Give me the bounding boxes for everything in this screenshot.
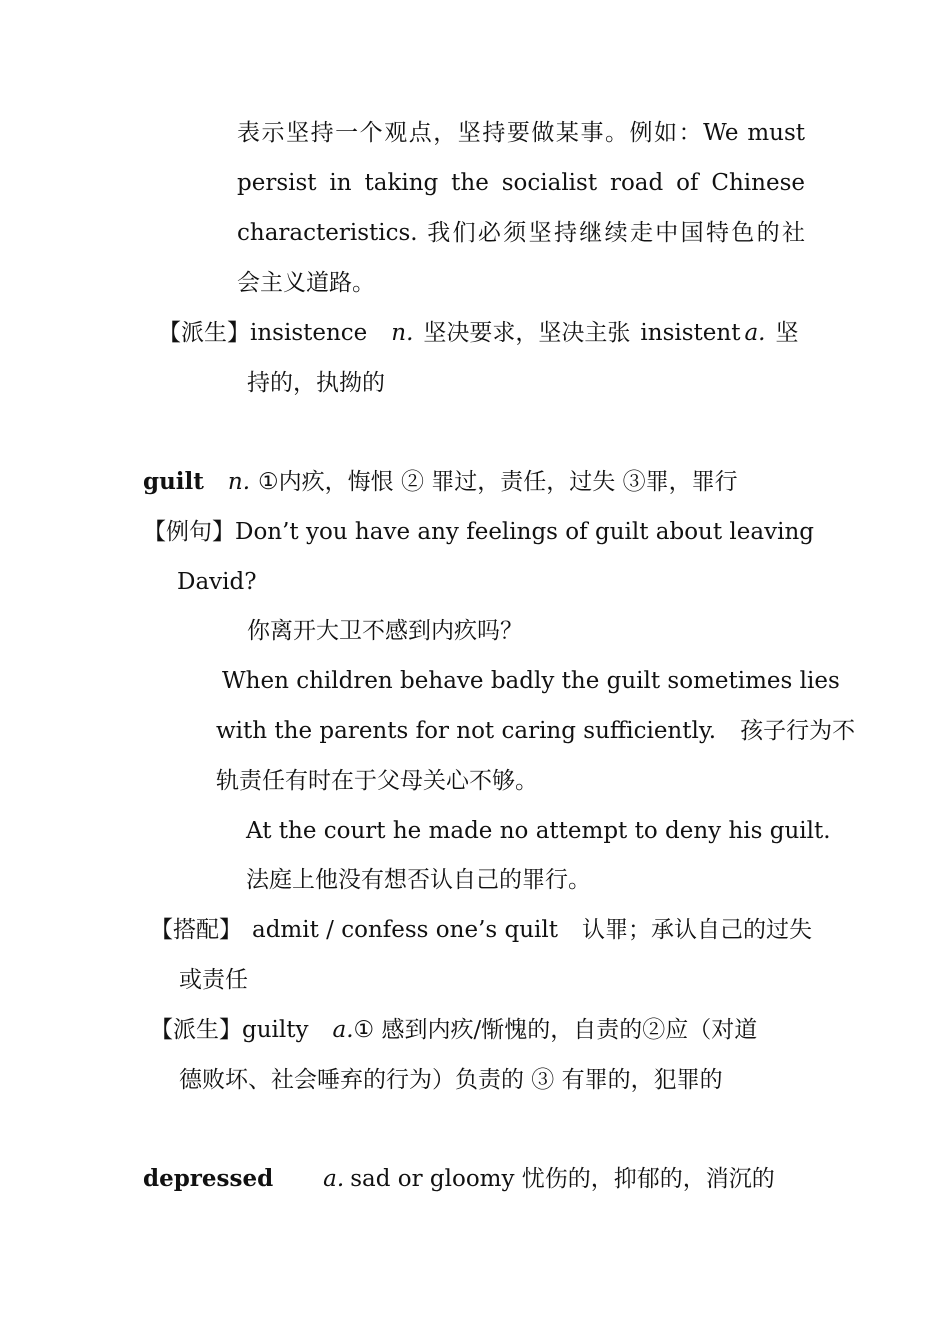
headword: guilt xyxy=(143,468,204,495)
part-of-speech: n. xyxy=(391,320,414,346)
collocation-meaning: 认罪；承认自己的过失 xyxy=(582,917,812,943)
guilt-derivation xyxy=(150,1015,806,1045)
derivation-word-2: insistent xyxy=(640,320,741,346)
example-sentence: with the parents for not caring sufficiently. xyxy=(216,718,717,744)
guilt-example-1-translation: 你离开大卫不感到内疚吗？ xyxy=(247,618,523,644)
derivation-definition-2: 坚 xyxy=(775,320,799,346)
guilt-example-2-cont xyxy=(216,716,856,746)
collocation-phrase: admit / confess one’s quilt xyxy=(252,917,558,943)
derivation-tag: 【派生】 xyxy=(158,320,250,346)
guilt-example-1 xyxy=(143,517,814,547)
guilt-example-3-translation: 法庭上他没有想否认自己的罪行。 xyxy=(246,867,591,893)
guilt-example-1-cont: David? xyxy=(177,569,257,595)
derivation-tag: 【派生】 xyxy=(150,1017,242,1043)
guilt-example-2-translation: 轨责任有时在于父母关心不够。 xyxy=(216,768,538,794)
derivation-definition: 坚决要求，坚决主张 xyxy=(423,320,631,346)
guilt-example-3: At the court he made no attempt to deny his guilt. xyxy=(246,818,831,844)
part-of-speech: a. xyxy=(323,1166,345,1192)
guilt-collocation-cont: 或责任 xyxy=(179,967,248,993)
depressed-entry xyxy=(143,1164,775,1194)
derivation-definition: ① 感到内疚/惭愧的，自责的②应（对道 xyxy=(353,1017,758,1043)
headword: depressed xyxy=(143,1165,274,1192)
example-translation: 孩子行为不 xyxy=(740,718,856,744)
part-of-speech: n. xyxy=(227,469,251,495)
guilt-collocation xyxy=(150,915,812,945)
example-sentence: Don’t you have any feelings of guilt about leaving xyxy=(235,519,814,545)
collocation-tag: 【搭配】 xyxy=(150,917,242,943)
persist-derivation xyxy=(158,318,806,348)
guilt-example-2: When children behave badly the guilt sometimes lies xyxy=(222,668,840,694)
derivation-word: guilty xyxy=(242,1017,309,1043)
definitions: ①内疚，悔恨 ② 罪过，责任，过失 ③罪，罪行 xyxy=(258,469,738,495)
derivation-word: insistence xyxy=(250,320,368,346)
example-tag: 【例句】 xyxy=(143,519,235,545)
part-of-speech-2: a. xyxy=(744,320,766,346)
persist-usage-line-1: 表示坚持一个观点，坚持要做某事。例如：We must xyxy=(237,120,805,146)
persist-derivation-cont: 持的，执拗的 xyxy=(247,370,385,396)
persist-usage-line-4: 会主义道路。 xyxy=(237,270,375,296)
part-of-speech: a. xyxy=(332,1017,354,1043)
guilt-entry-header xyxy=(143,467,738,497)
persist-usage-line-2: persist in taking the socialist road of Chinese xyxy=(237,170,805,196)
definition: sad or gloomy 忧伤的，抑郁的，消沉的 xyxy=(350,1166,775,1192)
guilt-derivation-cont: 德败坏、社会唾弃的行为）负责的 ③ 有罪的，犯罪的 xyxy=(179,1067,723,1093)
persist-usage-line-3: characteristics. 我们必须坚持继续走中国特色的社 xyxy=(237,220,805,246)
